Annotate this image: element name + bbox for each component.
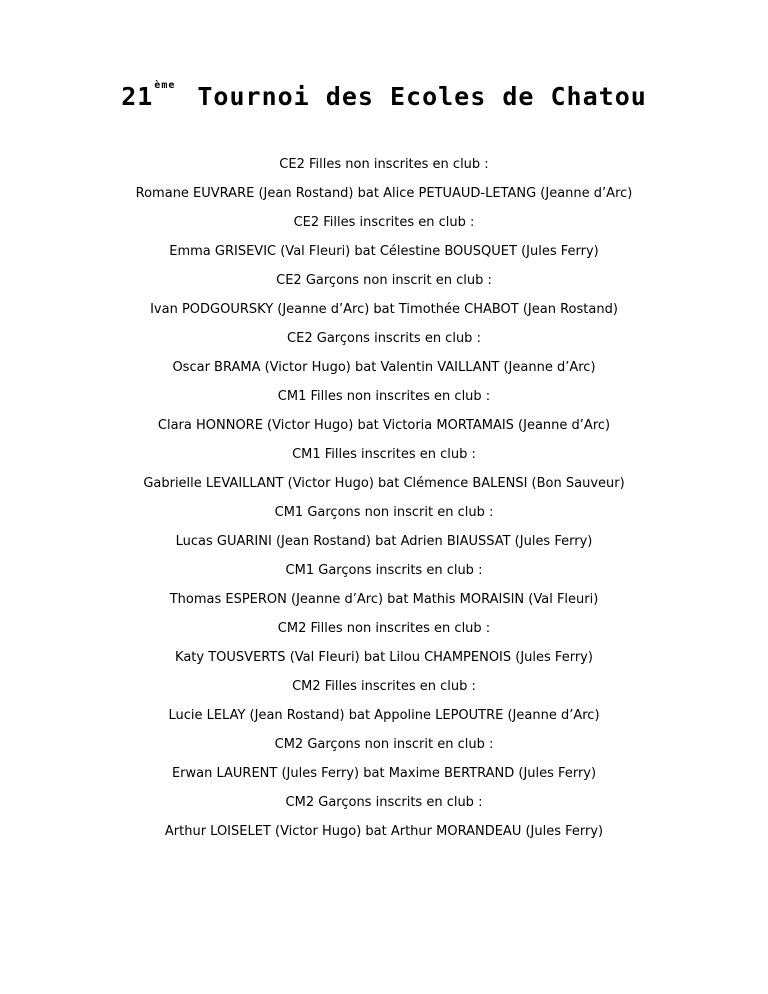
category-heading: CM1 Garçons non inscrit en club : xyxy=(274,505,494,520)
match-result: Oscar BRAMA (Victor Hugo) bat Valentin VAILLANT (Jeanne d’Arc) xyxy=(172,360,596,375)
category-heading: CE2 Filles non inscrites en club : xyxy=(279,157,489,172)
category-heading: CM2 Filles inscrites en club : xyxy=(292,679,476,694)
category-heading: CE2 Filles inscrites en club : xyxy=(293,215,475,230)
page-title xyxy=(0,82,768,111)
match-result: Lucie LELAY (Jean Rostand) bat Appoline LEPOUTRE (Jeanne d’Arc) xyxy=(168,708,600,723)
category-heading: CE2 Garçons inscrits en club : xyxy=(287,331,481,346)
match-result: Romane EUVRARE (Jean Rostand) bat Alice PETUAUD-LETANG (Jeanne d’Arc) xyxy=(135,186,633,201)
category-heading: CM1 Garçons inscrits en club : xyxy=(285,563,483,578)
match-result: Katy TOUSVERTS (Val Fleuri) bat Lilou CHAMPENOIS (Jules Ferry) xyxy=(175,650,593,665)
category-heading: CM2 Garçons inscrits en club : xyxy=(285,795,483,810)
match-result: Emma GRISEVIC (Val Fleuri) bat Célestine BOUSQUET (Jules Ferry) xyxy=(169,244,599,259)
match-result: Thomas ESPERON (Jeanne d’Arc) bat Mathis MORAISIN (Val Fleuri) xyxy=(169,592,599,607)
match-result: Ivan PODGOURSKY (Jeanne d’Arc) bat Timothée CHABOT (Jean Rostand) xyxy=(150,302,618,317)
title-text: Tournoi des Ecoles de Chatou xyxy=(197,82,647,111)
title-number: 21 xyxy=(121,82,154,111)
category-heading: CE2 Garçons non inscrit en club : xyxy=(276,273,492,288)
match-result: Erwan LAURENT (Jules Ferry) bat Maxime BERTRAND (Jules Ferry) xyxy=(171,766,597,781)
match-result: Lucas GUARINI (Jean Rostand) bat Adrien BIAUSSAT (Jules Ferry) xyxy=(175,534,593,549)
match-result: Arthur LOISELET (Victor Hugo) bat Arthur MORANDEAU (Jules Ferry) xyxy=(164,824,604,839)
category-heading: CM2 Filles non inscrites en club : xyxy=(277,621,491,636)
category-heading: CM2 Garçons non inscrit en club : xyxy=(274,737,494,752)
match-result: Gabrielle LEVAILLANT (Victor Hugo) bat Clémence BALENSI (Bon Sauveur) xyxy=(143,476,625,491)
category-heading: CM1 Filles inscrites en club : xyxy=(292,447,476,462)
title-superscript: ème xyxy=(154,80,176,91)
results-list xyxy=(0,150,768,846)
match-result: Clara HONNORE (Victor Hugo) bat Victoria MORTAMAIS (Jeanne d’Arc) xyxy=(157,418,611,433)
category-heading: CM1 Filles non inscrites en club : xyxy=(277,389,491,404)
